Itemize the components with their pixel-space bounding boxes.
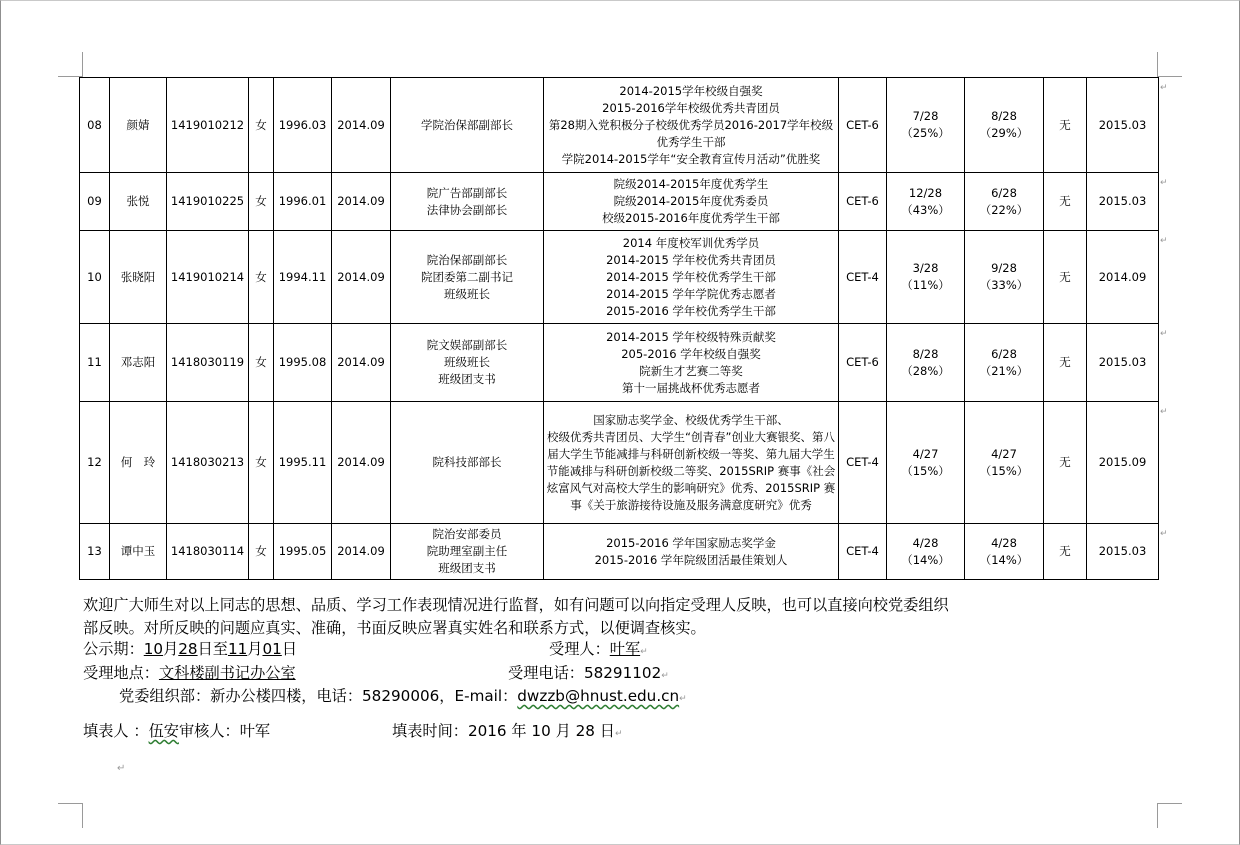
notice-receiver xyxy=(549,638,648,663)
cell-enroll: 2014.09 xyxy=(332,324,391,402)
cell-rank-2 xyxy=(965,402,1044,524)
rank-line: 8/28 xyxy=(912,346,939,361)
cell-awards xyxy=(544,324,839,402)
date-value: 2016 年 10 月 28 日 xyxy=(467,722,615,740)
rank-line: 7/28 xyxy=(912,109,939,123)
cell-gender: 女 xyxy=(249,78,274,173)
cell-positions xyxy=(391,324,544,402)
cell-join-date: 2015.03 xyxy=(1087,78,1159,173)
org-email: dwzzb@hnust.edu.cn xyxy=(517,687,680,705)
rank-line: 4/28 xyxy=(991,535,1017,550)
paragraph-mark: ↵ xyxy=(117,763,126,774)
cell-awards xyxy=(544,231,839,324)
paragraph-mark: ↵ xyxy=(614,729,623,739)
row-end-mark: ↵ xyxy=(1160,178,1168,188)
cell-gender: 女 xyxy=(249,524,274,580)
period-start-month: 10 xyxy=(143,640,164,658)
cell-birth: 1996.03 xyxy=(274,78,332,173)
rank-line: （28%） xyxy=(901,363,950,378)
award-line: 2014-2015 学年校优秀共青团员 xyxy=(606,252,776,267)
award-line: 205-2016 学年校级自强奖 xyxy=(621,346,761,361)
cell-student-id: 1419010212 xyxy=(167,78,249,173)
rank-line: （14%） xyxy=(979,552,1029,567)
cell-name: 何 玲 xyxy=(110,402,167,524)
cell-awards xyxy=(544,78,839,173)
date-label: 填表时间： xyxy=(392,722,468,740)
cell-birth: 1995.11 xyxy=(274,402,332,524)
award-line: 第28期入党积极分子校级优秀学员2016-2017学年校级优秀学生干部 xyxy=(548,117,834,149)
rank-line: （14%） xyxy=(901,552,950,567)
cell-penalty: 无 xyxy=(1044,402,1087,524)
phone-label: 受理电话： xyxy=(508,664,584,682)
cell-awards xyxy=(544,173,839,231)
cell-birth: 1994.11 xyxy=(274,231,332,324)
cell-gender: 女 xyxy=(249,402,274,524)
cell-gender: 女 xyxy=(249,231,274,324)
rank-line: 4/27 xyxy=(991,446,1017,461)
rank-line: 6/28 xyxy=(991,346,1017,361)
position-line: 院治安部委员 xyxy=(432,527,502,541)
rank-line: （33%） xyxy=(979,278,1029,292)
cell-awards xyxy=(544,524,839,580)
cell-cet: CET-6 xyxy=(839,173,887,231)
cell-awards xyxy=(544,402,839,524)
cell-rank-1 xyxy=(887,324,965,402)
cell-number: 13 xyxy=(80,524,110,580)
paragraph-mark: ↵ xyxy=(640,647,648,657)
cell-enroll: 2014.09 xyxy=(332,173,391,231)
notice-phone xyxy=(508,662,669,687)
position-line: 院团委第二副书记 xyxy=(421,269,513,284)
place-value: 文科楼副书记办公室 xyxy=(158,664,296,682)
rank-line: （22%） xyxy=(979,202,1029,217)
table-row xyxy=(80,324,1159,402)
crop-mark-top-right-h xyxy=(1157,76,1182,77)
cell-rank-2 xyxy=(965,78,1044,173)
cell-rank-1 xyxy=(887,231,965,324)
cell-student-id: 1419010214 xyxy=(167,231,249,324)
cell-birth: 1996.01 xyxy=(274,173,332,231)
position-line: 班级团支书 xyxy=(438,372,496,386)
cell-gender: 女 xyxy=(249,173,274,231)
crop-mark-bottom-right-v xyxy=(1157,803,1158,828)
filler-label: 填表人 ： xyxy=(83,722,149,740)
place-label: 受理地点： xyxy=(83,664,159,682)
reviewer-name: 叶军 xyxy=(239,722,271,740)
award-line: 学院2014-2015学年“安全教育宣传月活动”优胜奖 xyxy=(561,151,821,166)
period-end-month: 11 xyxy=(227,640,248,658)
table-row xyxy=(80,524,1159,580)
cell-enroll: 2014.09 xyxy=(332,524,391,580)
cell-rank-2 xyxy=(965,324,1044,402)
row-end-mark: ↵ xyxy=(1160,83,1168,93)
cell-rank-1 xyxy=(887,402,965,524)
rank-line: （25%） xyxy=(901,126,950,140)
award-line: 院级2014-2015年度优秀委员 xyxy=(613,194,769,208)
cell-penalty: 无 xyxy=(1044,524,1087,580)
org-line: 党委组织部：新办公楼四楼，电话：58290006，E-mail： xyxy=(119,687,518,705)
phone-value: 58291102 xyxy=(583,664,662,682)
period-text-month-2: 月 xyxy=(247,640,263,658)
cell-name: 颜婧 xyxy=(110,78,167,173)
cell-number: 08 xyxy=(80,78,110,173)
rank-line: （29%） xyxy=(979,126,1029,140)
crop-mark-top-left-v xyxy=(82,52,83,77)
cell-student-id: 1418030114 xyxy=(167,524,249,580)
row-end-mark: ↵ xyxy=(1160,236,1168,246)
cell-join-date: 2014.09 xyxy=(1087,231,1159,324)
cell-number: 12 xyxy=(80,402,110,524)
table-row xyxy=(80,173,1159,231)
award-line: 2015-2016学年校级优秀共青团员 xyxy=(602,100,780,115)
cell-join-date: 2015.03 xyxy=(1087,524,1159,580)
award-line: 2015-2016 学年院级团活最佳策划人 xyxy=(594,552,788,567)
table-row xyxy=(80,402,1159,524)
award-line: 院级2014-2015年度优秀学生 xyxy=(613,177,769,191)
cell-birth: 1995.08 xyxy=(274,324,332,402)
award-line: 国家励志奖学金、校级优秀学生干部、 xyxy=(593,412,789,427)
paragraph-mark: ↵ xyxy=(661,671,669,681)
cell-rank-1 xyxy=(887,173,965,231)
cell-enroll: 2014.09 xyxy=(332,78,391,173)
cell-gender: 女 xyxy=(249,324,274,402)
award-line: 2014 年度校军训优秀学员 xyxy=(622,235,760,250)
cell-name: 张悦 xyxy=(110,173,167,231)
position-line: 院广告部副部长 xyxy=(426,185,508,200)
cell-enroll: 2014.09 xyxy=(332,402,391,524)
cell-cet: CET-4 xyxy=(839,524,887,580)
position-line: 班级班长 xyxy=(444,286,490,301)
cell-penalty: 无 xyxy=(1044,173,1087,231)
position-line: 院治保部副部长 xyxy=(426,252,508,267)
rank-line: 8/28 xyxy=(991,109,1017,123)
notice-place xyxy=(83,662,296,684)
table-row xyxy=(80,231,1159,324)
award-line: 院新生才艺赛二等奖 xyxy=(639,363,743,378)
notice-line-2: 部反映。对所反映的问题应真实、准确，书面反映应署真实姓名和联系方式，以便调查核实。 xyxy=(83,619,706,637)
cell-student-id: 1418030119 xyxy=(167,324,249,402)
rank-line: （11%） xyxy=(901,278,950,292)
notice-period xyxy=(83,638,297,660)
rank-line: 12/28 xyxy=(908,185,943,200)
award-line: 2015-2016 学年校优秀学生干部 xyxy=(606,303,776,318)
rank-line: （15%） xyxy=(901,463,950,478)
row-end-mark: ↵ xyxy=(1160,407,1168,417)
reviewer-label: 审核人： xyxy=(178,722,240,740)
cell-join-date: 2015.09 xyxy=(1087,402,1159,524)
rank-line: 6/28 xyxy=(991,185,1017,200)
cell-penalty: 无 xyxy=(1044,78,1087,173)
row-end-mark: ↵ xyxy=(1160,329,1168,339)
cell-name: 谭中玉 xyxy=(110,524,167,580)
cell-cet: CET-6 xyxy=(839,324,887,402)
rank-line: （43%） xyxy=(901,202,950,217)
cell-name: 邓志阳 xyxy=(110,324,167,402)
award-line: 第十一届挑战杯优秀志愿者 xyxy=(622,380,760,395)
cell-join-date: 2015.03 xyxy=(1087,173,1159,231)
cell-cet: CET-4 xyxy=(839,402,887,524)
cell-positions xyxy=(391,524,544,580)
cell-rank-2 xyxy=(965,231,1044,324)
position-line: 法律协会副部长 xyxy=(426,202,508,217)
cell-positions xyxy=(391,231,544,324)
cell-number: 10 xyxy=(80,231,110,324)
filler-name: 伍安 xyxy=(148,722,179,740)
cell-rank-1 xyxy=(887,524,965,580)
period-start-day: 28 xyxy=(178,640,198,658)
rank-line: （15%） xyxy=(979,463,1029,478)
rank-line: 9/28 xyxy=(991,261,1017,275)
notice-org xyxy=(119,685,687,710)
award-line: 2014-2015 学年学院优秀志愿者 xyxy=(606,286,776,301)
cell-cet: CET-6 xyxy=(839,78,887,173)
cell-rank-2 xyxy=(965,173,1044,231)
cell-name: 张晓阳 xyxy=(110,231,167,324)
award-line: 2014-2015 学年校级特殊贡献奖 xyxy=(606,329,776,344)
award-line: 校级优秀共青团员、大学生“创青春”创业大赛银奖、第八届大学生节能减排与科研创新校级一等奖、第九届大学生节能减排与科研创新校级二等奖、2015SRIP 赛事《社会炫富风气对高校大学生的影响研究》优秀、2015SRIP 赛事《关于旅游接待设施及服务满意度研究》优秀 xyxy=(546,429,836,512)
crop-mark-top-right-v xyxy=(1157,52,1158,77)
row-end-mark: ↵ xyxy=(1160,529,1168,539)
period-text-month: 月 xyxy=(163,640,179,658)
award-line: 2014-2015学年校级自强奖 xyxy=(619,83,763,98)
cell-positions xyxy=(391,78,544,173)
receiver-label: 受理人： xyxy=(549,640,610,658)
notice-date xyxy=(392,720,623,745)
notice-signature xyxy=(83,720,270,742)
cell-student-id: 1418030213 xyxy=(167,402,249,524)
cell-cet: CET-4 xyxy=(839,231,887,324)
award-line: 2014-2015 学年校优秀学生干部 xyxy=(606,269,776,284)
paragraph-mark: ↵ xyxy=(679,694,687,704)
cell-rank-1 xyxy=(887,78,965,173)
candidate-table xyxy=(79,77,1159,580)
cell-birth: 1995.05 xyxy=(274,524,332,580)
period-end-day: 01 xyxy=(262,640,282,658)
position-line: 学院治保部副部长 xyxy=(421,117,513,132)
crop-mark-bottom-left-v xyxy=(82,803,83,828)
position-line: 院科技部部长 xyxy=(432,455,502,469)
table-row xyxy=(80,78,1159,173)
position-line: 院文娱部副部长 xyxy=(426,338,508,352)
period-label: 公示期： xyxy=(83,640,144,658)
position-line: 班级班长 xyxy=(444,355,490,369)
cell-rank-2 xyxy=(965,524,1044,580)
rank-line: （21%） xyxy=(979,363,1029,378)
cell-enroll: 2014.09 xyxy=(332,231,391,324)
period-text-to: 日至 xyxy=(197,640,228,658)
cell-positions xyxy=(391,402,544,524)
cell-number: 09 xyxy=(80,173,110,231)
period-text-day: 日 xyxy=(281,640,297,658)
crop-mark-bottom-left-h xyxy=(58,803,83,804)
award-line: 校级2015-2016年度优秀学生干部 xyxy=(602,211,780,225)
cell-number: 11 xyxy=(80,324,110,402)
position-line: 院助理室副主任 xyxy=(426,544,508,558)
cell-join-date: 2015.03 xyxy=(1087,324,1159,402)
rank-line: 4/28 xyxy=(912,535,939,550)
cell-penalty: 无 xyxy=(1044,324,1087,402)
position-line: 班级团支书 xyxy=(438,561,496,575)
cell-positions xyxy=(391,173,544,231)
crop-mark-bottom-right-h xyxy=(1157,803,1182,804)
notice-line-1: 欢迎广大师生对以上同志的思想、品质、学习工作表现情况进行监督，如有问题可以向指定受理人反映，也可以直接向校党委组织 xyxy=(83,596,949,614)
receiver-name: 叶军 xyxy=(609,640,641,658)
award-line: 2015-2016 学年国家励志奖学金 xyxy=(606,535,776,550)
rank-line: 3/28 xyxy=(912,261,939,275)
rank-line: 4/27 xyxy=(912,446,939,461)
cell-penalty: 无 xyxy=(1044,231,1087,324)
cell-student-id: 1419010225 xyxy=(167,173,249,231)
